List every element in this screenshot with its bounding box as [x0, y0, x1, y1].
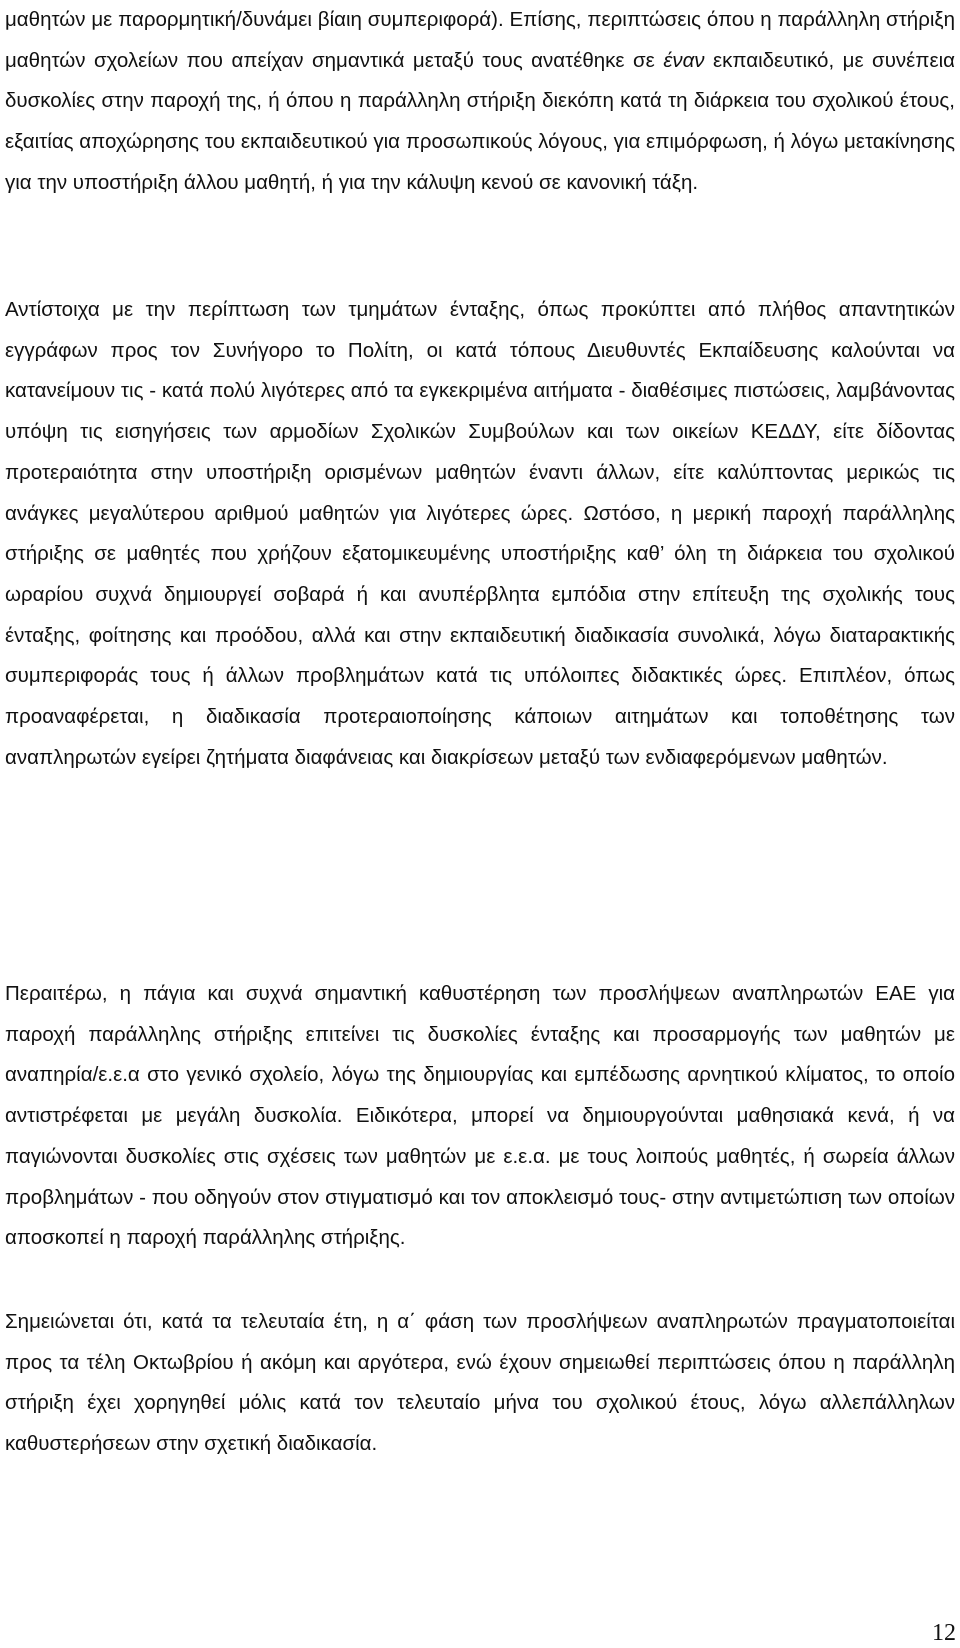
- paragraph-1: [5, 0, 955, 204]
- paragraph-4: [5, 1302, 955, 1465]
- paragraph-1-text-start: μαθητών με παρορμητική/δυνάμει βίαιη συμπεριφορά). Επίσης, περιπτώσεις όπου η παράλληλη στήριξη μαθητών σχολείων που απείχαν σημαντικά μεταξύ τους ανατέθηκε σε: [5, 8, 955, 72]
- paragraph-3-text: Περαιτέρω, η πάγια και συχνά σημαντική καθυστέρηση των προσλήψεων αναπληρωτών ΕΑΕ για παροχή παράλληλης στήριξης επιτείνει τις δυσκολίες ένταξης και προσαρμογής των μαθητών με αναπηρία/ε.ε.α στο γενικό σχολείο, λόγω της δημιουργίας και εμπέδωσης αρνητικού κλίματος, το οποίο αντιστρέφεται με μεγάλη δυσκολία. Ειδικότερα, μπορεί να δημιουργούνται μαθησιακά κενά, ή να παγιώνονται δυσκολίες στις σχέσεις των μαθητών με ε.ε.α. με τους λοιπούς μαθητές, ή σωρεία άλλων προβλημάτων - που οδηγούν στον στιγματισμό και τον αποκλεισμό τους- στην αντιμετώπιση των οποίων αποσκοπεί η παροχή παράλληλης στήριξης.: [5, 982, 955, 1250]
- paragraph-2-text: Αντίστοιχα με την περίπτωση των τμημάτων ένταξης, όπως προκύπτει από πλήθος απαντητικών εγγράφων προς τον Συνήγορο το Πολίτη, οι κατά τόπους Διευθυντές Εκπαίδευσης καλούνται να κατανείμουν τις - κατά πολύ λιγότερες από τα εγκεκριμένα αιτήματα - διαθέσιμες πιστώσεις, λαμβάνοντας υπόψη τις εισηγήσεις των αρμοδίων Σχολικών Συμβούλων και των οικείων ΚΕΔΔΥ, είτε δίδοντας προτεραιότητα στην υποστήριξη ορισμένων μαθητών έναντι άλλων, είτε καλύπτοντας μερικώς τις ανάγκες μεγαλύτερου αριθμού μαθητών για λιγότερες ώρες. Ωστόσο, η μερική παροχή παράλληλης στήριξης σε μαθητές που χρήζουν εξατομικευμένης υποστήριξης καθ’ όλη τη διάρκεια του σχολικού ωραρίου συχνά δημιουργεί σοβαρά ή και ανυπέρβλητα εμπόδια στην επίτευξη της σχολικής τους ένταξης, φοίτησης και προόδου, αλλά και στην εκπαιδευτική διαδικασία συνολικά, λόγω διαταρακτικής συμπεριφοράς τους ή άλλων προβλημάτων κατά τις υπόλοιπες διδακτικές ώρες. Επιπλέον, όπως προαναφέρεται, η διαδικασία προτεραιοποίησης κάποιων αιτημάτων και τοποθέτησης των αναπληρωτών εγείρει ζητήματα διαφάνειας και διακρίσεων μεταξύ των ενδιαφερόμενων μαθητών.: [5, 298, 955, 769]
- paragraph-2: [5, 290, 955, 778]
- paragraph-3: [5, 974, 955, 1259]
- paragraph-1-text-end: εκπαιδευτικό, με συνέπεια δυσκολίες στην παροχή της, ή όπου η παράλληλη στήριξη διεκόπη κατά τη διάρκεια του σχολικού έτους, εξαιτίας αποχώρησης του εκπαιδευτικού για προσωπικούς λόγους, για επιμόρφωση, ή λόγω μετακίνησης για την υποστήριξη άλλου μαθητή, ή για την κάλυψη κενού σε κανονική τάξη.: [5, 48, 955, 194]
- paragraph-1-italic-word: έναν: [663, 48, 705, 72]
- page-number: 12: [932, 1620, 956, 1646]
- paragraph-4-text: Σημειώνεται ότι, κατά τα τελευταία έτη, η α΄ φάση των προσλήψεων αναπληρωτών πραγματοποιείται προς τα τέλη Οκτωβρίου ή ακόμη και αργότερα, ενώ έχουν σημειωθεί περιπτώσεις όπου η παράλληλη στήριξη έχει χορηγηθεί μόλις κατά τον τελευταίο μήνα του σχολικού έτους, λόγω αλλεπάλληλων καθυστερήσεων στην σχετική διαδικασία.: [5, 1310, 955, 1456]
